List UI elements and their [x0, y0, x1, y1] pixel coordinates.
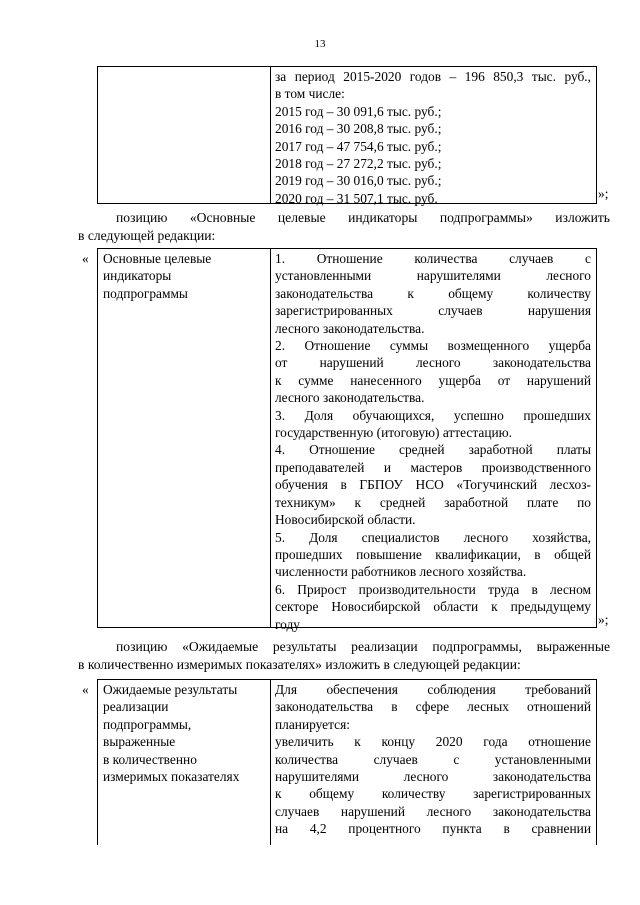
financing-line: 2020 год – 31 507,1 тыс. руб. [275, 190, 438, 206]
label-line: в количественно [103, 751, 197, 767]
results-text-cell [275, 681, 591, 838]
instruction-line: позицию «Основные целевые индикаторы подпрограммы» изложить [116, 210, 610, 225]
indicator-line: установленными нарушителями лесного [275, 268, 591, 284]
column-divider [270, 67, 271, 203]
opening-quote: « [82, 682, 89, 697]
expected-results-table [97, 679, 597, 845]
indicator-line: 3. Доля обучающихся, успешно прошедших [275, 407, 591, 423]
indicator-line: техникум» к средней заработной плате по [275, 494, 591, 510]
label-line: измеримых показателях [103, 769, 240, 785]
financing-line: в том числе: [275, 86, 345, 102]
indicator-line: 4. Отношение средней заработной платы [275, 442, 591, 458]
result-line: законодательства в сфере лесных отношений [275, 699, 591, 715]
label-line: Ожидаемые результаты [103, 682, 238, 697]
financing-cell [275, 68, 591, 207]
indicators-list-cell [275, 250, 591, 633]
indicator-line: Новосибирской области. [275, 512, 416, 528]
indicator-line: лесного законодательства. [275, 390, 425, 406]
label-line: выраженные [103, 734, 176, 750]
label-line: индикаторы [103, 268, 172, 284]
label-line: подпрограммы, [103, 716, 192, 732]
indicator-line: секторе Новосибирской области к предыдущему [275, 599, 591, 615]
indicators-table [97, 248, 597, 632]
instruction-line: в количественно измеримых показателях» изложить в следующей редакции: [78, 656, 521, 672]
financing-line: 2016 год – 30 208,8 тыс. руб.; [275, 121, 442, 137]
closing-quote: »; [598, 612, 609, 627]
label-line: Основные целевые [103, 251, 212, 266]
result-line: увеличить к концу 2020 года отношение [275, 734, 591, 750]
result-line: на 4,2 процентного пункта в сравнении [275, 821, 591, 837]
indicator-line: зарегистрированных случаев нарушения [275, 303, 591, 319]
result-line: случаев нарушений лесного законодательства [275, 803, 591, 819]
indicators-label-cell [103, 250, 263, 302]
indicator-line: 6. Прирост производительности труда в лесном [275, 581, 591, 597]
result-line: планируется: [275, 716, 350, 732]
instruction-line: позицию «Ожидаемые результаты реализации подпрограммы, выраженные [116, 639, 610, 654]
indicator-line: 1. Отношение количества случаев с [275, 251, 591, 266]
page-number: 13 [314, 38, 326, 50]
indicator-line: году [275, 616, 300, 632]
financing-line: 2017 год – 47 754,6 тыс. руб.; [275, 138, 442, 154]
financing-table-continued [97, 66, 597, 204]
label-line: реализации [103, 699, 169, 715]
instruction-paragraph [78, 209, 610, 244]
column-divider [270, 249, 271, 627]
indicator-line: к сумме нанесенного ущерба от нарушений [275, 372, 591, 388]
financing-line: 2019 год – 30 016,0 тыс. руб.; [275, 173, 442, 189]
indicator-line: от нарушений лесного законодательства [275, 355, 591, 371]
results-label-cell [103, 681, 267, 785]
financing-total-line: за период 2015-2020 годов – 196 850,3 тыс. руб., [275, 69, 591, 84]
indicator-line: прошедших повышение квалификации, в общей [275, 546, 591, 562]
indicator-line: государственную (итоговую) аттестацию. [275, 425, 513, 441]
column-divider [270, 680, 271, 845]
instruction-paragraph [78, 638, 610, 673]
label-line: подпрограммы [103, 285, 188, 301]
instruction-line: в следующей редакции: [78, 227, 216, 243]
opening-quote: « [82, 251, 89, 266]
financing-line: 2015 год – 30 091,6 тыс. руб.; [275, 103, 442, 119]
indicator-line: численности работников лесного хозяйства. [275, 564, 527, 580]
indicator-line: законодательства к общему количеству [275, 285, 591, 301]
result-line: к общему количеству зарегистрированных [275, 786, 591, 802]
indicator-line: обучения в ГБПОУ НСО «Тогучинский лесхоз- [275, 477, 591, 493]
closing-quote: »; [598, 186, 609, 201]
result-line: количества случаев с установленными [275, 751, 591, 767]
indicator-line: преподавателей и мастеров производственного [275, 459, 591, 475]
result-line: Для обеспечения соблюдения требований [275, 682, 591, 697]
indicator-line: 2. Отношение суммы возмещенного ущерба [275, 338, 591, 354]
indicator-line: 5. Доля специалистов лесного хозяйства, [275, 529, 591, 545]
result-line: нарушителями лесного законодательства [275, 769, 591, 785]
indicator-line: лесного законодательства. [275, 320, 425, 336]
financing-line: 2018 год – 27 272,2 тыс. руб.; [275, 156, 442, 172]
